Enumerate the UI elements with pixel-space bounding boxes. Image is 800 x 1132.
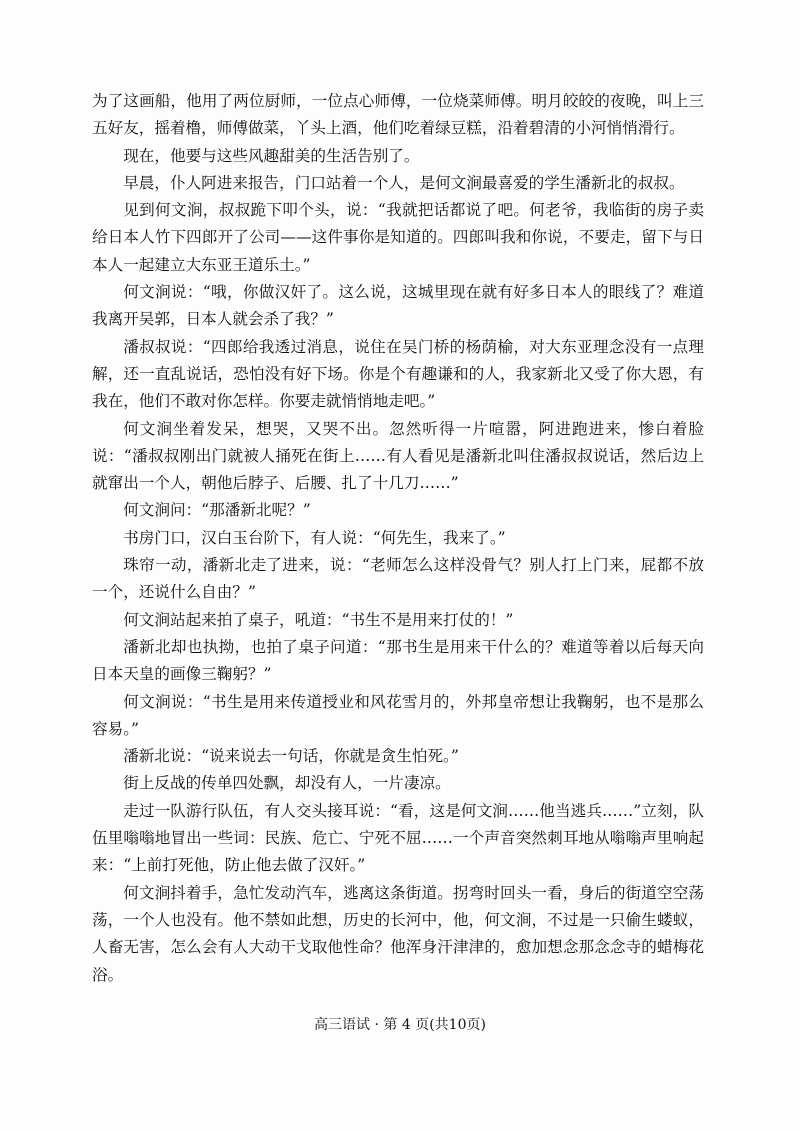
paragraph: 何文涧问：“那潘新北呢？” <box>123 501 311 520</box>
paragraph: 见到何文涧，叔叔跪下叩个头，说：“我就把话都说了吧。何老爷，我临街的房子卖给日本人竹下四郎开了公司——这件事你是知道的。四郎叫我和你说，不要走，留下与日本人一起建立大东亚王道乐土。” <box>92 201 704 274</box>
paragraph: 何文涧说：“书生是用来传道授业和风花雪月的，外邦皇帝想让我鞠躬，也不是那么容易。” <box>92 692 704 738</box>
paragraph: 潘叔叔说：“四郎给我透过消息，说住在吴门桥的杨荫榆，对大东亚理念没有一点理解，还一直乱说话，恐怕没有好下场。你是个有趣谦和的人，我家新北又受了你大恩，有我在，他们不敢对你怎样。你要走就悄悄地走吧。” <box>92 337 704 411</box>
paragraph: 珠帘一动，潘新北走了进来，说：“老师怎么这样没骨气？别人打上门来，屁都不放一个，还说什么自由？” <box>92 556 704 602</box>
page-footer: 高三语试 · 第 4 页(共10页) <box>314 1017 486 1033</box>
passage-body <box>92 88 704 989</box>
paragraph: 何文涧抖着手，急忙发动汽车，逃离这条街道。拐弯时回头一看，身后的街道空空荡荡，一个人也没有。他不禁如此想，历史的长河中，他，何文涧，不过是一只偷生蝼蚁，人畜无害，怎么会有人大动干戈取他性命？他浑身汗津津的，愈加想念那念念寺的蜡梅花浴。 <box>92 883 704 984</box>
paragraph: 早晨，仆人阿进来报告，门口站着一个人，是何文涧最喜爱的学生潘新北的叔叔。 <box>123 173 685 192</box>
paragraph: 书房门口，汉白玉台阶下，有人说：“何先生，我来了。” <box>123 528 506 547</box>
paragraph: 潘新北说：“说来说去一句话，你就是贪生怕死。” <box>123 747 459 766</box>
paragraph: 现在，他要与这些风趣甜美的生活告别了。 <box>123 146 420 165</box>
paragraph: 何文涧坐着发呆，想哭，又哭不出。忽然听得一片喧嚣，阿进跑进来，惨白着脸说：“潘叔叔刚出门就被人捅死在街上……有人看见是潘新北叫住潘叔叔说话，然后边上就窜出一个人，朝他后脖子、后腰、扎了十几刀……” <box>92 419 704 493</box>
paragraph: 何文涧说：“哦，你做汉奸了。这么说，这城里现在就有好多日本人的眼线了？难道我离开吴郭，日本人就会杀了我？” <box>92 283 704 329</box>
paragraph: 何文涧站起来拍了桌子，吼道：“书生不是用来打仗的！” <box>123 610 514 629</box>
paragraph: 为了这画船，他用了两位厨师，一位点心师傅，一位烧菜师傅。明月皎皎的夜晚，叫上三五好友，摇着橹，师傅做菜，丫头上酒，他们吃着绿豆糕，沿着碧清的小河悄悄滑行。 <box>92 92 704 138</box>
paragraph: 潘新北却也执拗，也拍了桌子问道：“那书生是用来干什么的？难道等着以后每天向日本天皇的画像三鞠躬？” <box>92 637 704 684</box>
paragraph: 走过一队游行队伍，有人交头接耳说：“看，这是何文涧……他当逃兵……”立刻，队伍里嗡嗡地冒出一些词：民族、危亡、宁死不屈……一个声音突然刺耳地从嗡嗡声里响起来：“上前打死他，防止他去做了汉奸。” <box>92 801 704 875</box>
paragraph: 街上反战的传单四处飘，却没有人，一片凄凉。 <box>123 774 451 793</box>
